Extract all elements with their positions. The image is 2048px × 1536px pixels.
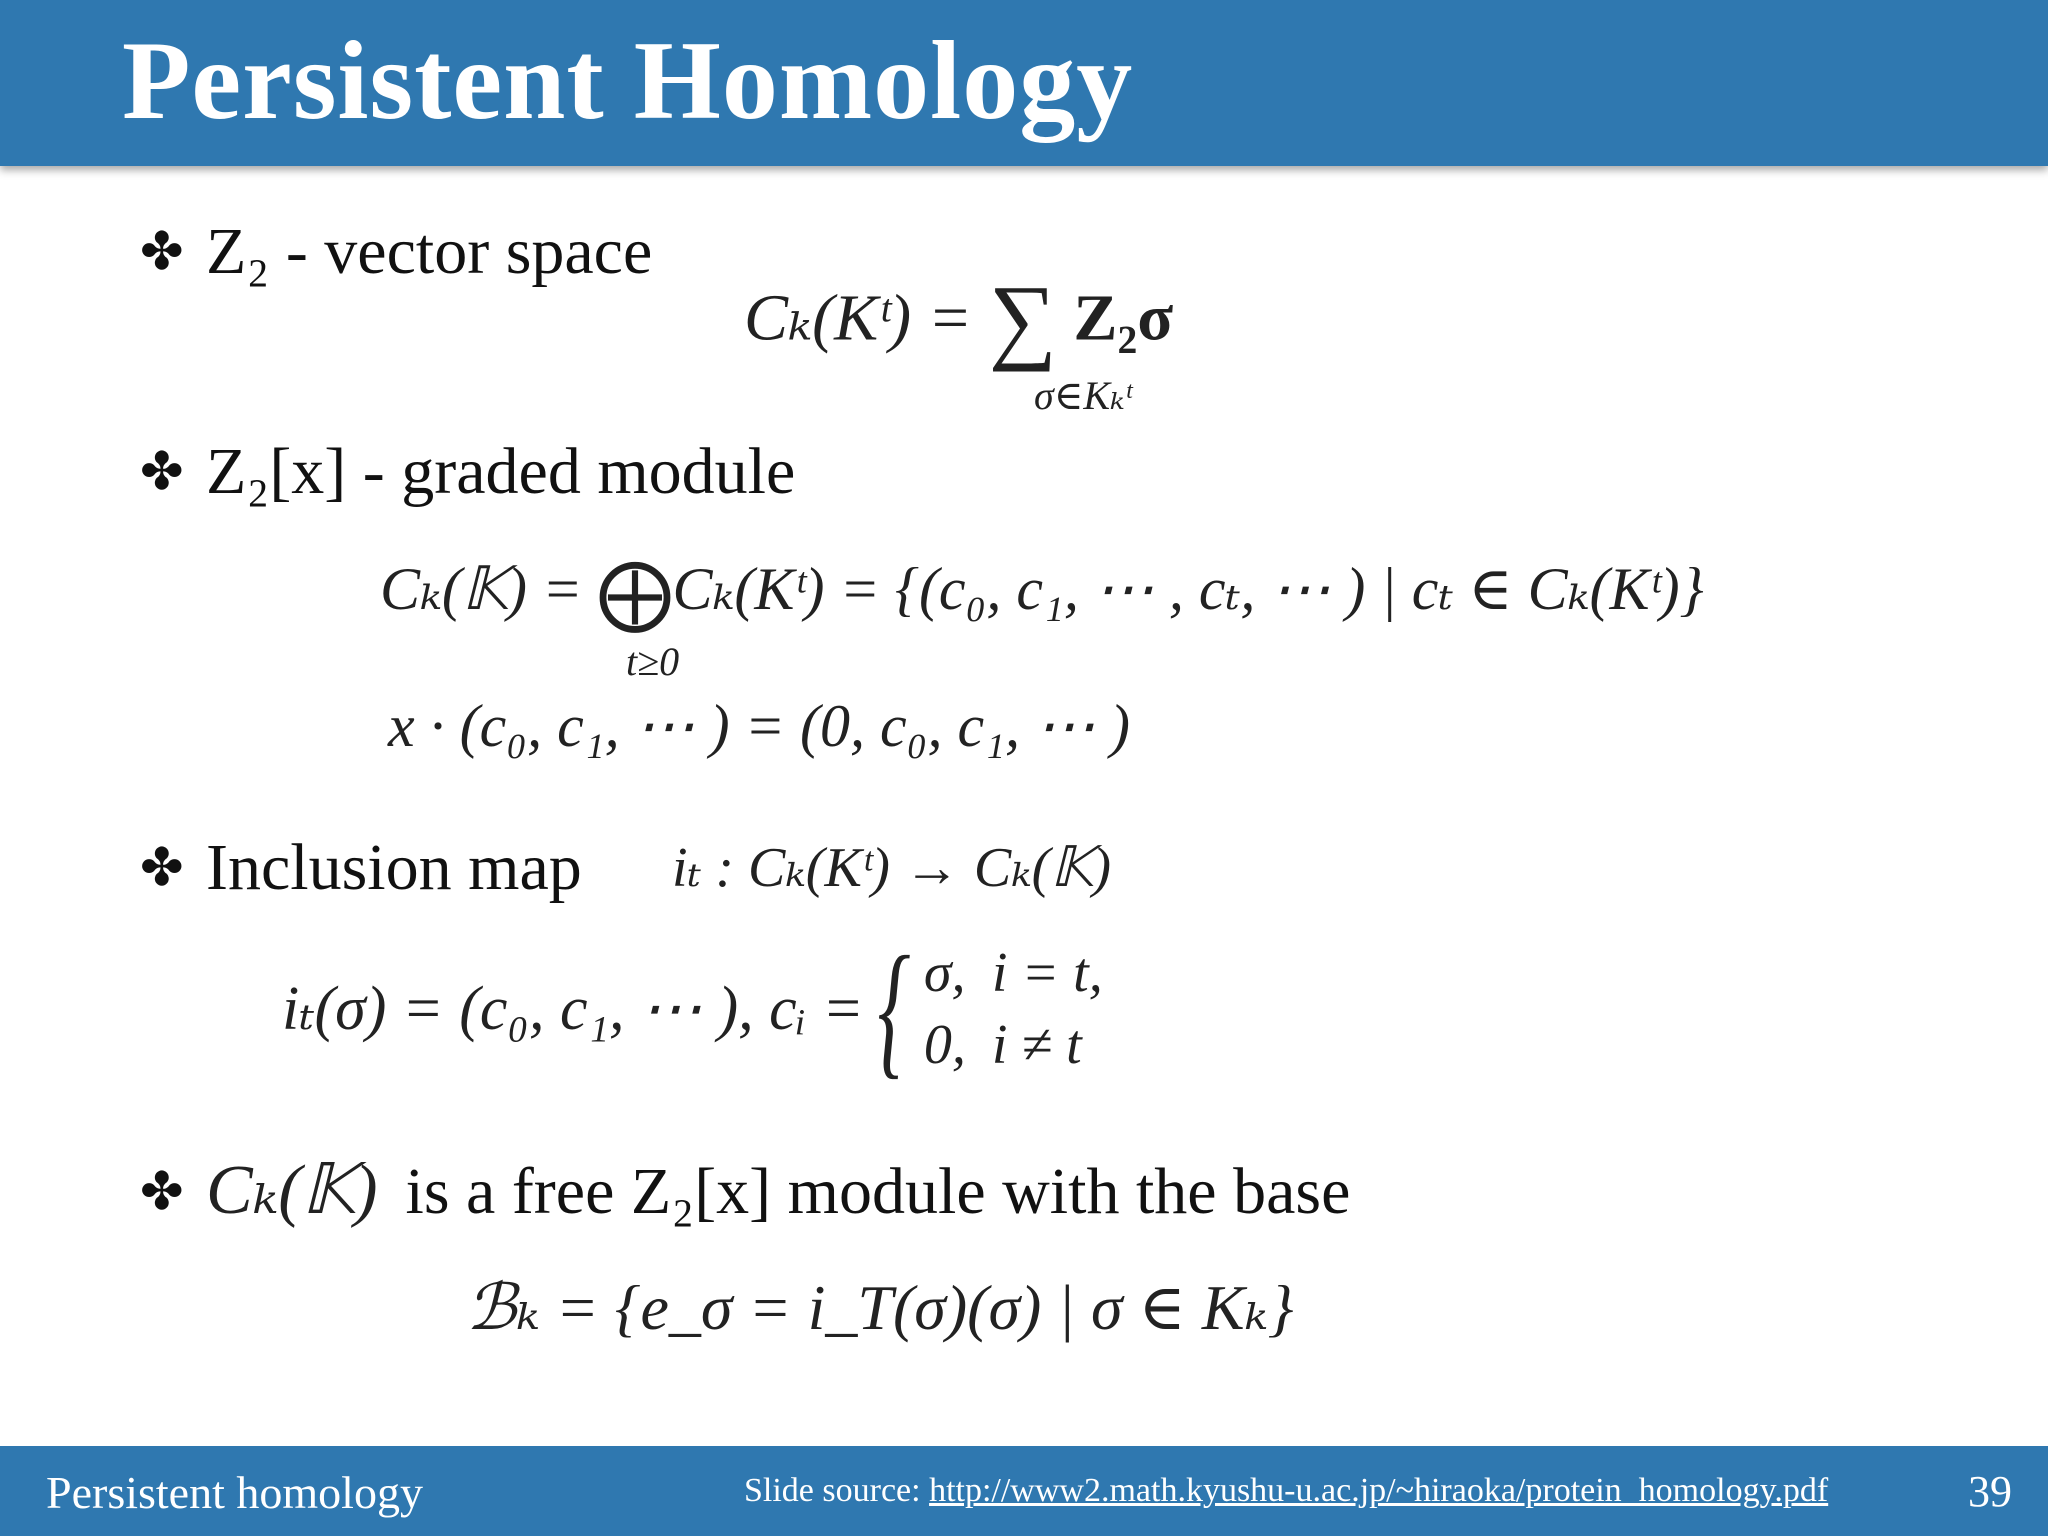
equation-rhs: Cₖ(Kᵗ) = {(c₀, c₁, ⋯ , cₜ, ⋯ ) | cₜ ∈ Cₖ(Kᵗ)} (672, 556, 1704, 622)
bullet-mark-icon: ✤ (140, 444, 184, 501)
equation-lhs: Cₖ(𝕂) = (380, 556, 598, 622)
equation-lhs: Cₖ(Kᵗ) = (744, 281, 989, 355)
equation-lhs: iₜ(σ) = (c₀, c₁, ⋯ ), cᵢ = (282, 975, 864, 1043)
page-number: 39 (1968, 1467, 2012, 1516)
case-row (924, 937, 1129, 1009)
equation-piecewise (282, 926, 1129, 1104)
inline-math-ck: Cₖ(𝕂) (206, 1152, 378, 1229)
source-label: Slide source: (744, 1472, 930, 1509)
direct-sum-symbol: ⨁ (597, 552, 673, 635)
title-bar (0, 0, 2048, 166)
cases-table (924, 937, 1129, 1081)
bullet-mark-icon: ✤ (140, 224, 184, 281)
case-value: σ, (923, 942, 966, 1004)
bullet-mark-icon: ✤ (140, 1164, 184, 1221)
summation-symbol: ∑ (988, 266, 1057, 372)
case-row (924, 1009, 1129, 1081)
equation-inclusion-map: iₜ : Cₖ(Kᵗ) → Cₖ(𝕂) (672, 837, 1112, 899)
slide-title: Persistent Homology (122, 19, 1134, 143)
bullet-vector-space (140, 212, 652, 293)
left-brace-symbol: { (877, 926, 911, 1092)
case-condition: i ≠ t (991, 1014, 1082, 1076)
case-condition: i = t, (991, 942, 1103, 1004)
source-link[interactable]: http://www2.math.kyushu-u.ac.jp/~hiraoka/protein_homology.pdf (929, 1472, 1829, 1509)
equation-direct-sum (380, 552, 1704, 635)
case-value: 0, (923, 1014, 966, 1076)
equation-chain-group (744, 266, 1174, 372)
bullet-text: is a free Z₂[x] module with the base (405, 1155, 1351, 1228)
footer-title: Persistent homology (46, 1467, 423, 1518)
footer-bar (0, 1446, 2048, 1536)
footer-source (744, 1472, 1828, 1510)
bullet-mark-icon: ✤ (140, 840, 184, 897)
bullet-text: Inclusion map (206, 831, 582, 904)
equation-base-set: ℬₖ = {e_σ = i_T(σ)(σ) | σ ∈ Kₖ} (466, 1272, 1294, 1343)
bullet-graded-module (140, 432, 795, 513)
equation-shift-action: x · (c₀, c₁, ⋯ ) = (0, c₀, c₁, ⋯ ) (388, 693, 1131, 759)
summation-subscript: σ∈Kₖᵗ (1034, 373, 1132, 418)
bullet-inclusion-map (140, 828, 582, 909)
direct-sum-subscript: t≥0 (626, 639, 680, 684)
equation-rhs: Z₂σ (1056, 281, 1174, 355)
bullet-text: Z₂ - vector space (206, 215, 653, 288)
bullet-free-module (140, 1152, 1350, 1233)
bullet-text: Z₂[x] - graded module (206, 435, 796, 508)
